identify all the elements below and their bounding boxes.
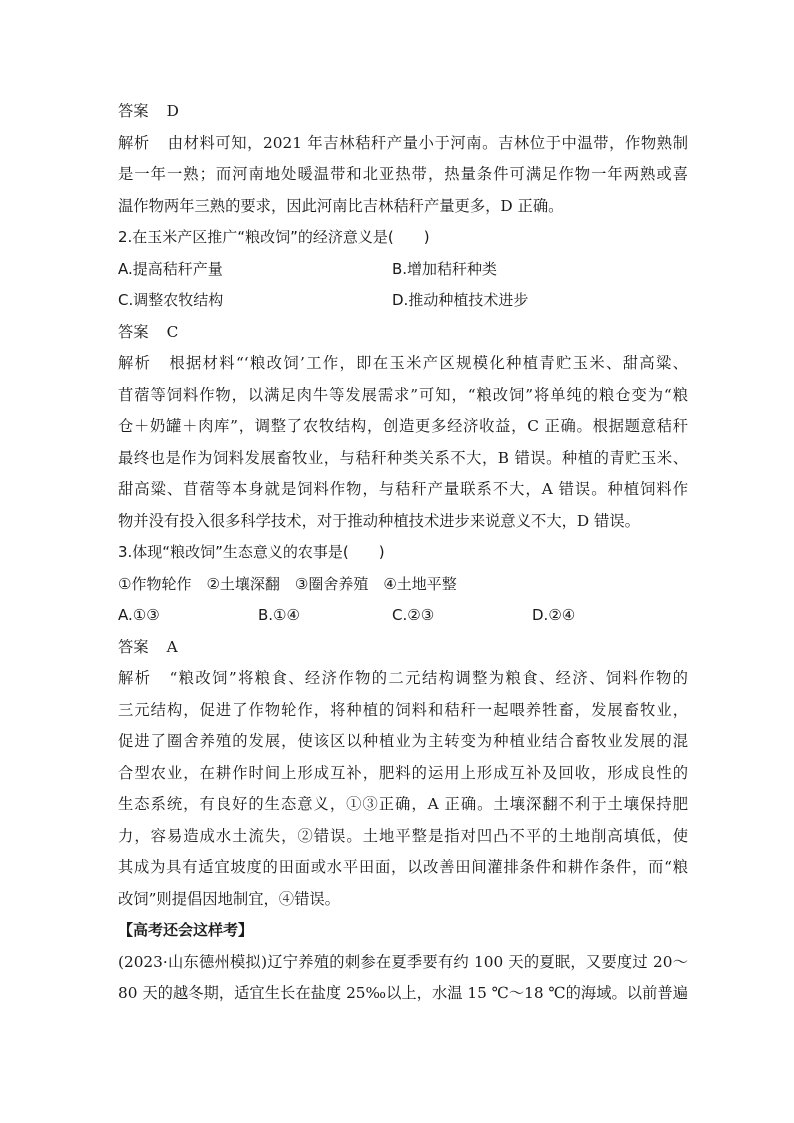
q2-analysis-line <box>118 348 688 380</box>
analysis-text: “粮改饲”将粮食、经济作物的二元结构调整为粮食、经济、饲料作物的 <box>169 669 688 687</box>
answer-value: A <box>166 637 178 656</box>
q3-analysis-line: 三元结构，促进了作物轮作，将种植的饲料和秸秆一起喂养牲畜，发展畜牧业， <box>118 700 688 719</box>
q2-options-row <box>118 285 688 317</box>
q3-analysis-line: 其成为具有适宜坡度的田面或水平田面，以改善田间灌排条件和耕作条件，而“粮 <box>118 858 688 876</box>
analysis-label: 解析 <box>118 354 152 372</box>
q3-analysis-line: 合型农业，在耕作时间上形成互补，肥料的运用上形成互补及回收，形成良性的 <box>118 763 688 782</box>
q3-options-row <box>118 600 688 632</box>
q3-option-c: C.②③ <box>392 606 435 624</box>
answer-label: 答案 <box>118 102 149 120</box>
q2-option-a: A.提高秸秆产量 <box>118 259 223 278</box>
analysis-label: 解析 <box>118 133 150 152</box>
q3-stem: 3.体现“粮改饲”生态意义的农事是( ) <box>118 543 385 561</box>
q1-analysis-line: 是一年一熟；而河南地处暖温带和北亚热带，热量条件可满足作物一年两熟或喜 <box>118 165 688 183</box>
q2-analysis-line: 最终也是作为饲料发展畜牧业，与秸秆种类关系不大，B 错误。种植的青贮玉米、 <box>118 448 688 467</box>
q2-stem: 2.在玉米产区推广“粮改饲”的经济意义是( ) <box>118 228 430 246</box>
q1-answer-line <box>118 96 688 128</box>
analysis-label: 解析 <box>118 669 152 687</box>
q1-analysis-line: 温作物两年三熟的要求，因此河南比吉林秸秆产量更多，D 正确。 <box>118 196 564 215</box>
q2-answer-line <box>118 317 688 349</box>
section-heading: 【高考还会这样考】 <box>118 921 254 939</box>
q3-option-b: B.①④ <box>258 606 300 624</box>
q3-option-d: D.②④ <box>532 606 576 624</box>
q2-option-b: B.增加秸秆种类 <box>392 259 498 278</box>
q2-options-row <box>118 254 688 286</box>
answer-label: 答案 <box>118 637 149 656</box>
q3-answer-line <box>118 632 688 664</box>
analysis-text: 由材料可知，2021 年吉林秸秆产量小于河南。吉林位于中温带，作物熟制 <box>167 133 688 152</box>
q2-option-d: D.推动种植技术进步 <box>392 291 529 309</box>
q2-option-c: C.调整农牧结构 <box>118 291 224 309</box>
q2-analysis-line: 仓＋奶罐＋肉库”，调整了农牧结构，创造更多经济收益，C 正确。根据题意秸秆 <box>118 417 688 435</box>
q2-analysis-line: 物并没有投入很多科学技术，对于推动种植技术进步来说意义不大，D 错误。 <box>118 511 640 530</box>
q2-analysis-line: 苜蓿等饲料作物，以满足肉牛等发展需求”可知，“粮改饲”将单纯的粮仓变为“粮 <box>118 385 688 404</box>
q2-analysis-line: 甜高粱、苜蓿等本身就是饲料作物，与秸秆产量联系不大，A 错误。种植饲料作 <box>118 480 688 498</box>
q3-analysis-line: 促进了圈舍养殖的发展，使该区以种植业为主转变为种植业结合畜牧业发展的混 <box>118 732 688 750</box>
answer-label: 答案 <box>118 322 149 341</box>
paragraph-line: (2023·山东德州模拟)辽宁养殖的刺参在夏季要有约 100 天的夏眠，又要度过 20～ <box>118 952 688 971</box>
answer-value: C <box>166 322 179 341</box>
analysis-text: 根据材料“‘粮改饲’工作，即在玉米产区规模化种植青贮玉米、甜高粱、 <box>169 354 688 372</box>
q3-items: ①作物轮作 ②土壤深翻 ③圈舍养殖 ④土地平整 <box>118 574 457 593</box>
paragraph-line: 80 天的越冬期，适宜生长在盐度 25‰以上，水温 15 ℃～18 ℃的海域。以前普遍 <box>118 984 688 1002</box>
q3-analysis-line: 生态系统，有良好的生态意义，①③正确，A 正确。土壤深翻不利于土壤保持肥 <box>118 795 688 813</box>
answer-value: D <box>166 102 179 120</box>
q3-analysis-line: 力，容易造成水土流失，②错误。土地平整是指对凹凸不平的土地削高填低，使 <box>118 826 688 845</box>
q3-analysis-line: 改饲”则提倡因地制宜，④错误。 <box>118 889 340 908</box>
document-page <box>118 96 688 1010</box>
q1-analysis-line <box>118 128 688 160</box>
q3-option-a: A.①③ <box>118 606 160 624</box>
q3-analysis-line <box>118 663 688 695</box>
